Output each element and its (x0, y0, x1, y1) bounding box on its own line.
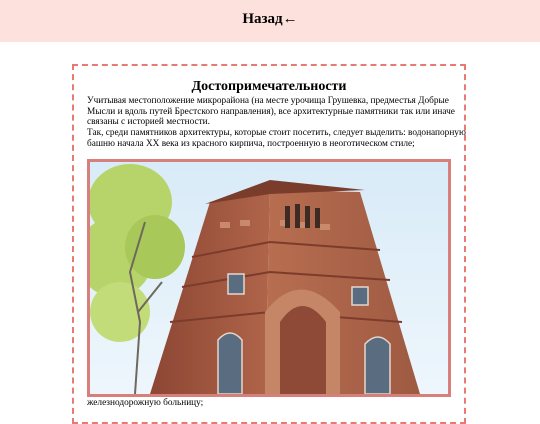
top-header (0, 0, 540, 42)
section-title: Достопримечательности (191, 79, 347, 94)
next-list-item: железнодорожную больницу; (87, 398, 204, 408)
intro-paragraph: Учитывая местоположение микрорайона (на месте урочища Грушевка, предместья Добрые Мысли и вдоль путей Брестского направления), все архитектурные памятники так или иначе связаны с историей местности. (87, 96, 455, 128)
water-tower-image (90, 162, 448, 394)
back-link[interactable]: Назад← (242, 11, 298, 27)
list-intro-paragraph: Так, среди памятников архитектуры, которые стоит посетить, следует выделить: водонапорную башню начала XX века из красного кирпича, построенную в неоготическом стиле; (87, 128, 466, 149)
water-tower-photo (87, 159, 451, 397)
